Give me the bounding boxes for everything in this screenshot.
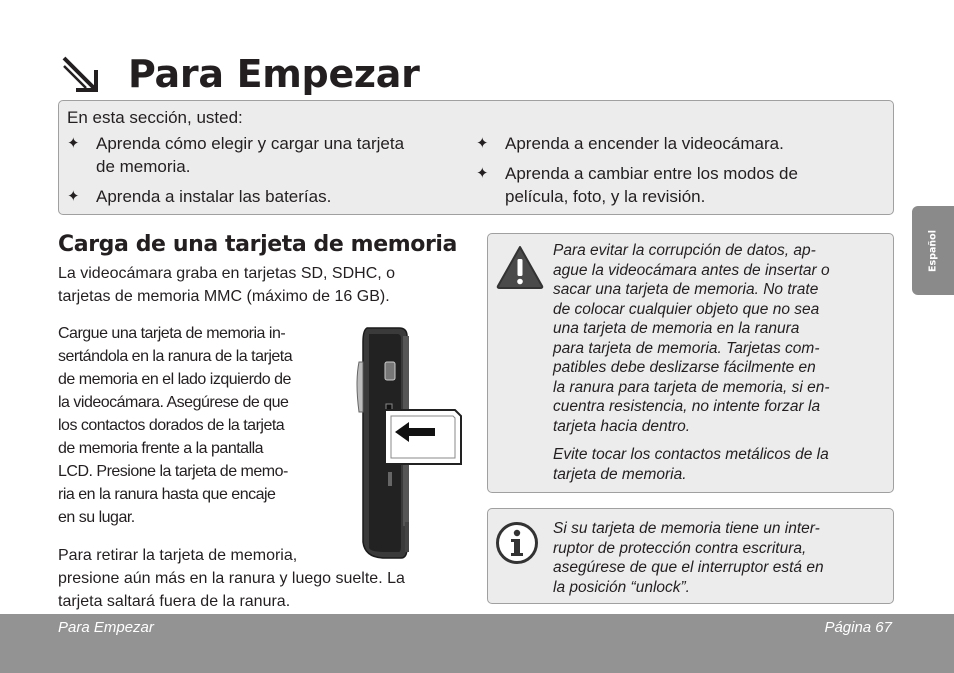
text-line: Para retirar la tarjeta de memoria, — [58, 547, 298, 564]
note-line: Si su tarjeta de memoria tiene un inter- — [553, 520, 820, 537]
language-tab — [912, 206, 954, 295]
text-line: de memoria en el lado izquierdo de — [58, 371, 291, 388]
section-paragraph-1 — [58, 262, 395, 308]
text-line: ria en la ranura hasta que encaje — [58, 486, 276, 503]
text-line: LCD. Presione la tarjeta de memo- — [58, 463, 288, 480]
note-line: asegúrese de que el interruptor está en — [553, 559, 824, 576]
text-line: tarjeta saltará fuera de la ranura. — [58, 593, 291, 610]
note-line: patibles debe deslizarse fácilmente en — [553, 359, 816, 376]
camcorder-card-illustration — [355, 322, 467, 562]
warning-paragraph-1 — [553, 241, 884, 436]
bullet-line: película, foto, y la revisión. — [505, 187, 706, 206]
text-line: Cargue una tarjeta de memoria in- — [58, 325, 286, 342]
note-line: ruptor de protección contra escritura, — [553, 539, 807, 557]
warning-icon — [495, 244, 545, 290]
footer-section-name: Para Empezar — [58, 619, 154, 636]
note-line: para tarjeta de memoria. Tarjetas com- — [553, 339, 820, 357]
section-title: Carga de una tarjeta de memoria — [58, 232, 457, 257]
note-line: tarjeta hacia dentro. — [553, 417, 691, 435]
note-line: la ranura para tarjeta de memoria, si en- — [553, 378, 830, 396]
note-line: de colocar cualquier objeto que no sea — [553, 300, 820, 318]
text-line: en su lugar. — [58, 509, 135, 526]
intro-lead: En esta sección, usted: — [67, 108, 243, 127]
bullet-line: Aprenda cómo elegir y cargar una tarjeta — [96, 134, 405, 153]
text-line: de memoria frente a la pantalla — [58, 440, 264, 457]
page-footer — [0, 614, 954, 673]
footer-page-number: Página 67 — [824, 619, 892, 636]
four-point-star-icon: ✦ — [476, 135, 489, 152]
arrow-down-right-icon — [58, 52, 104, 98]
info-icon — [495, 521, 539, 565]
four-point-star-icon: ✦ — [67, 135, 80, 152]
page-title: Para Empezar — [128, 52, 420, 96]
warning-paragraph-2 — [553, 445, 884, 484]
text-line: sertándola en la ranura de la tarjeta — [58, 348, 293, 365]
bullet-line: de memoria. — [96, 157, 191, 176]
note-line: Para evitar la corrupción de datos, ap- — [553, 242, 816, 259]
bullet-line: Aprenda a instalar las baterías. — [96, 187, 332, 206]
note-line: una tarjeta de memoria en la ranura — [553, 320, 800, 337]
note-line: Evite tocar los contactos metálicos de la — [553, 446, 829, 463]
text-line: los contactos dorados de la tarjeta — [58, 417, 285, 434]
warning-note-box — [487, 233, 894, 493]
note-line: la posición “unlock”. — [553, 578, 690, 596]
note-line: tarjeta de memoria. — [553, 465, 687, 483]
info-paragraph — [553, 519, 884, 597]
note-line: cuentra resistencia, no intente forzar la — [553, 398, 821, 415]
note-line: ague la videocámara antes de insertar o — [553, 261, 830, 279]
section-paragraph-2 — [58, 322, 292, 529]
note-line: sacar una tarjeta de memoria. No trate — [553, 281, 819, 298]
text-line: La videocámara graba en tarjetas SD, SDHC, o — [58, 265, 396, 282]
language-tab-label: Español — [927, 229, 939, 272]
intro-box — [58, 100, 894, 215]
text-line: tarjetas de memoria MMC (máximo de 16 GB). — [58, 288, 390, 305]
info-note-box — [487, 508, 894, 604]
text-line: presione aún más en la ranura y luego suelte. La — [58, 570, 405, 587]
four-point-star-icon: ✦ — [67, 188, 80, 205]
section-paragraph-3 — [58, 544, 405, 613]
four-point-star-icon: ✦ — [476, 165, 489, 182]
bullet-line: Aprenda a cambiar entre los modos de — [505, 164, 798, 183]
bullet-line: Aprenda a encender la videocámara. — [505, 134, 784, 153]
text-line: la videocámara. Asegúrese de que — [58, 394, 289, 411]
